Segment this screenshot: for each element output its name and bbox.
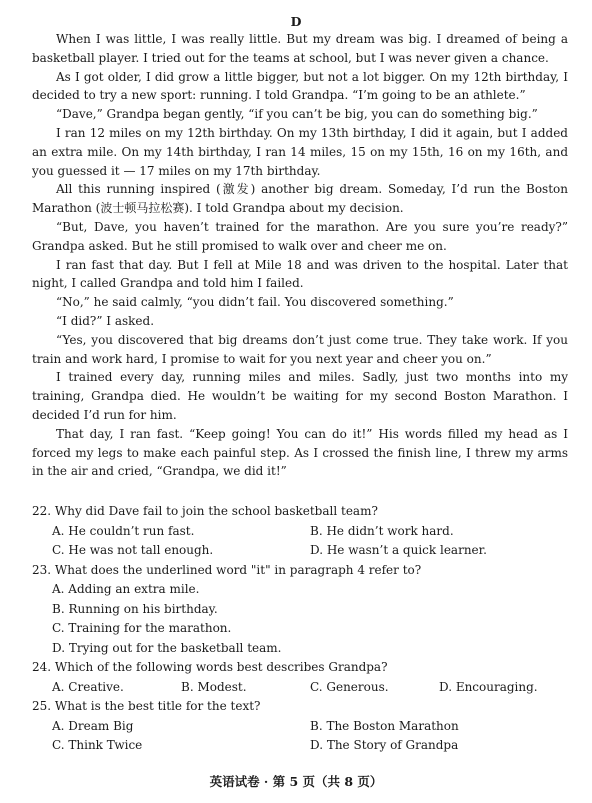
option-a: A. Adding an extra mile.: [52, 582, 200, 596]
paragraph: I trained every day, running miles and miles. Sadly, just two months into my training, Grandpa died. He wouldn’t be waiting for my second Boston Marathon. I decided I’d run for him.: [32, 370, 568, 422]
reading-passage: [32, 30, 568, 481]
question-22: [32, 502, 568, 561]
option-group: [32, 717, 568, 756]
option-c: C. Generous.: [310, 679, 389, 694]
option-c: C. He was not tall enough.: [52, 543, 214, 557]
paragraph: I ran fast that day. But I fell at Mile 18 and was driven to the hospital. Later that night, I called Grandpa and told him I failed.: [32, 257, 568, 291]
paragraph: All this running inspired (激发) another big dream. Someday, I’d run the Boston Marathon (波士顿马拉松赛). I told Grandpa about my decision.: [32, 182, 568, 216]
paragraph: “Dave,” Grandpa began gently, “if you can’t be big, you can do something big.”: [56, 107, 538, 122]
paragraph: “Yes, you discovered that big dreams don’t just come true. They take work. If you train and work hard, I promise to wait for you next year and cheer you on.”: [32, 332, 568, 366]
paragraph: “No,” he said calmly, “you didn’t fail. You discovered something.”: [56, 295, 454, 310]
option-group: [32, 580, 568, 658]
option-group: [32, 522, 568, 561]
option-b: B. Modest.: [181, 679, 247, 694]
option-a: A. Dream Big: [52, 718, 134, 733]
paragraph: When I was little, I was really little. But my dream was big. I dreamed of being a basketball player. I tried out for the teams at school, but I was never given a chance.: [32, 32, 568, 65]
section-letter: D: [290, 14, 302, 29]
question-list: [32, 502, 568, 756]
question-24: [32, 658, 568, 697]
option-d: D. He wasn’t a quick learner.: [310, 543, 487, 557]
paragraph: “But, Dave, you haven’t trained for the marathon. Are you sure you’re ready?” Grandpa asked. But he still promised to walk over and cheer me on.: [32, 219, 568, 253]
paragraph: I ran 12 miles on my 12th birthday. On my 13th birthday, I did it again, but I added an extra mile. On my 14th birthday, I ran 14 miles, 15 on my 15th, 16 on my 16th, and you guessed it — 17 miles on my 17th birthday.: [32, 125, 568, 178]
option-b: B. Running on his birthday.: [52, 601, 218, 616]
option-a: A. Creative.: [52, 679, 124, 694]
option-a: A. He couldn’t run fast.: [52, 523, 195, 538]
paragraph: “I did?” I asked.: [56, 313, 155, 328]
question-23: [32, 561, 568, 659]
option-b: B. He didn’t work hard.: [310, 523, 454, 538]
option-d: D. Encouraging.: [439, 679, 538, 694]
question-25: [32, 697, 568, 756]
option-c: C. Think Twice: [52, 738, 143, 752]
question-stem: 23. What does the underlined word "it" in paragraph 4 refer to?: [32, 562, 422, 577]
option-d: D. Trying out for the basketball team.: [52, 640, 282, 655]
question-stem: 25. What is the best title for the text?: [32, 699, 261, 713]
option-b: B. The Boston Marathon: [310, 718, 459, 733]
paragraph: That day, I ran fast. “Keep going! You can do it!” His words filled my head as I forced my legs to make each painful step. As I crossed the finish line, I threw my arms in the air and cried, “Grandpa, we did it!”: [32, 426, 568, 479]
question-stem: 22. Why did Dave fail to join the school basketball team?: [32, 504, 378, 518]
option-c: C. Training for the marathon.: [52, 621, 232, 635]
option-group: [32, 678, 568, 698]
question-stem: 24. Which of the following words best describes Grandpa?: [32, 660, 388, 674]
page-footer: 英语试卷 · 第 5 页（共 8 页）: [209, 774, 383, 789]
option-d: D. The Story of Grandpa: [310, 738, 459, 752]
paragraph: As I got older, I did grow a little bigger, but not a lot bigger. On my 12th birthday, I decided to try a new sport: running. I told Grandpa. “I’m going to be an athlete.”: [32, 69, 568, 103]
